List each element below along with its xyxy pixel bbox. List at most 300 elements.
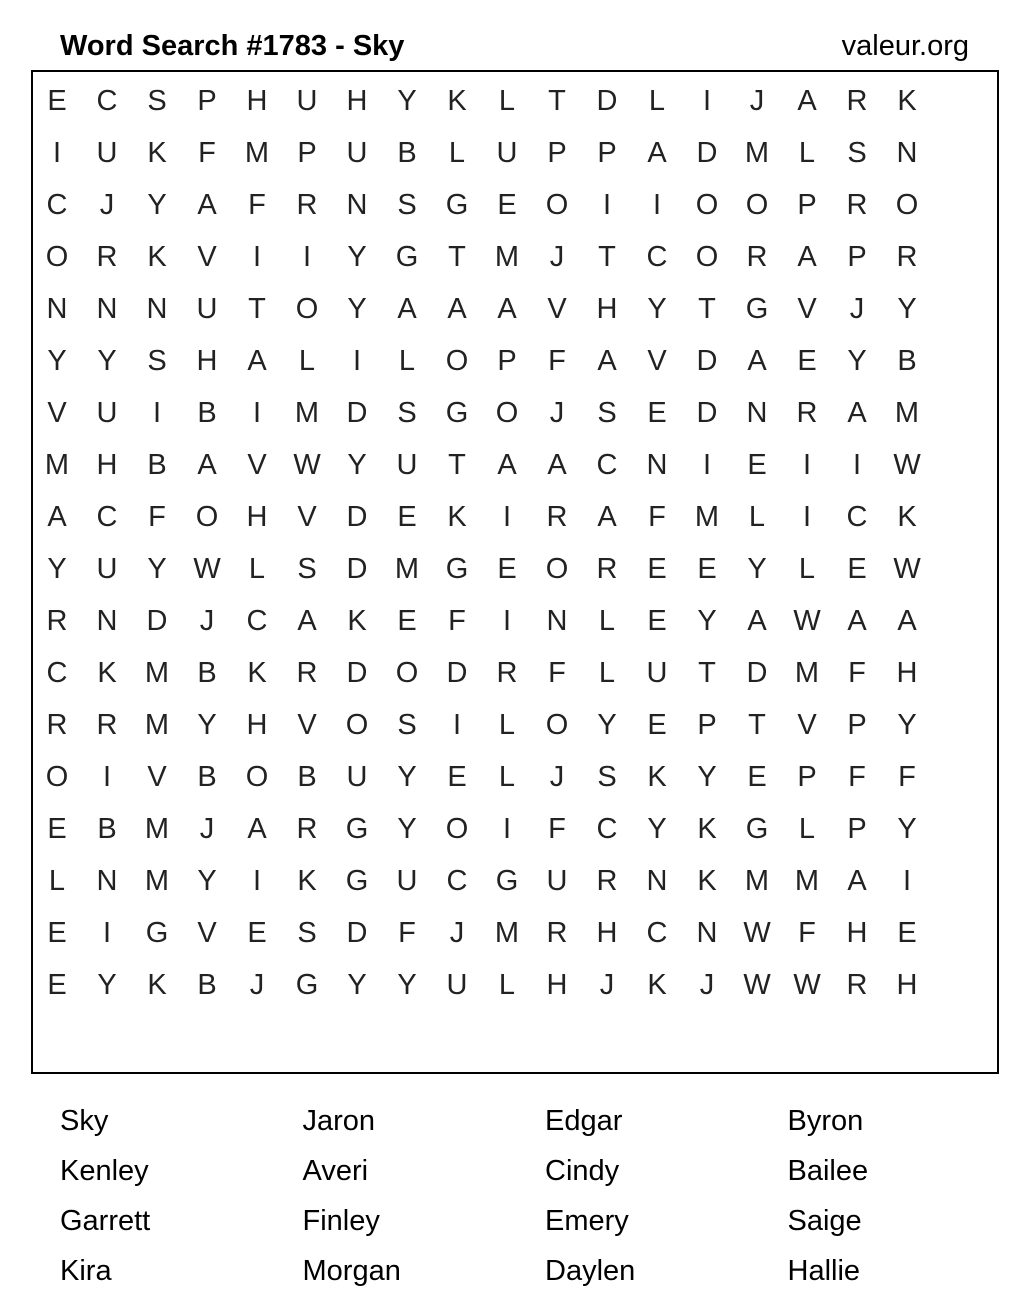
grid-letter: E bbox=[47, 812, 67, 845]
grid-letter: V bbox=[647, 344, 667, 377]
grid-letter: M bbox=[744, 136, 770, 169]
grid-letter: Y bbox=[597, 708, 617, 741]
grid-letter: A bbox=[747, 344, 767, 377]
grid-letter: A bbox=[847, 396, 867, 429]
grid-letter: R bbox=[896, 240, 918, 273]
grid-letter: M bbox=[494, 916, 520, 949]
grid-letter: N bbox=[696, 916, 718, 949]
grid-letter: A bbox=[597, 344, 617, 377]
grid-letter: Y bbox=[47, 344, 67, 377]
grid-letter: B bbox=[197, 968, 217, 1001]
grid-letter: A bbox=[197, 188, 217, 221]
grid-letter: U bbox=[496, 136, 518, 169]
grid-letter: E bbox=[747, 448, 767, 481]
grid-letter: D bbox=[446, 656, 468, 689]
grid-letter: I bbox=[452, 708, 462, 741]
grid-letter: E bbox=[697, 552, 717, 585]
grid-letter: J bbox=[549, 396, 565, 429]
grid-letter: R bbox=[846, 968, 868, 1001]
grid-letter: A bbox=[447, 292, 467, 325]
grid-letter: I bbox=[502, 812, 512, 845]
grid-letter: K bbox=[697, 812, 717, 845]
grid-letter: O bbox=[395, 656, 419, 689]
grid-letter: F bbox=[148, 500, 166, 533]
grid-letter: N bbox=[146, 292, 168, 325]
grid-letter: M bbox=[144, 864, 170, 897]
grid-letter: E bbox=[47, 84, 67, 117]
grid-letter: F bbox=[248, 188, 266, 221]
grid-letter: O bbox=[295, 292, 319, 325]
grid-letter: L bbox=[498, 708, 516, 741]
grid-letter: U bbox=[346, 760, 368, 793]
grid-letter: N bbox=[646, 864, 668, 897]
grid-letter: G bbox=[445, 552, 469, 585]
grid-letter: U bbox=[346, 136, 368, 169]
grid-letter: C bbox=[596, 448, 618, 481]
grid-letter: Y bbox=[347, 292, 367, 325]
grid-letter: O bbox=[445, 344, 469, 377]
grid-letter: K bbox=[247, 656, 267, 689]
grid-letter: H bbox=[96, 448, 118, 481]
grid-letter: A bbox=[797, 84, 817, 117]
grid-letter: R bbox=[546, 916, 568, 949]
grid-letter: F bbox=[548, 656, 566, 689]
grid-letter: E bbox=[397, 604, 417, 637]
grid-letter: S bbox=[597, 760, 617, 793]
grid-letter: H bbox=[596, 916, 618, 949]
grid-letter: R bbox=[296, 656, 318, 689]
grid-letter: P bbox=[847, 812, 867, 845]
grid-letter: L bbox=[598, 656, 616, 689]
grid-letter: E bbox=[497, 552, 517, 585]
grid-letter: Y bbox=[397, 812, 417, 845]
grid-letter: R bbox=[46, 708, 68, 741]
word-list-item: Bailee bbox=[787, 1155, 869, 1187]
word-list-item: Averi bbox=[302, 1155, 369, 1187]
grid-letter: M bbox=[44, 448, 70, 481]
grid-letter: N bbox=[96, 864, 118, 897]
grid-letter: D bbox=[346, 916, 368, 949]
grid-letter: O bbox=[545, 188, 569, 221]
grid-letter: K bbox=[897, 84, 917, 117]
grid-letter: R bbox=[846, 84, 868, 117]
grid-letter: Y bbox=[897, 292, 917, 325]
grid-letter: A bbox=[197, 448, 217, 481]
grid-letter: A bbox=[847, 864, 867, 897]
grid-letter: A bbox=[397, 292, 417, 325]
grid-letter: P bbox=[797, 760, 817, 793]
grid-letter: I bbox=[852, 448, 862, 481]
letter-grid bbox=[32, 75, 932, 1011]
grid-letter: U bbox=[446, 968, 468, 1001]
grid-letter: Y bbox=[647, 292, 667, 325]
grid-letter: M bbox=[794, 864, 820, 897]
grid-letter: U bbox=[96, 552, 118, 585]
grid-letter: P bbox=[497, 344, 517, 377]
grid-letter: O bbox=[345, 708, 369, 741]
grid-letter: V bbox=[297, 708, 317, 741]
grid-letter: G bbox=[445, 396, 469, 429]
grid-letter: I bbox=[102, 760, 112, 793]
grid-letter: H bbox=[846, 916, 868, 949]
grid-letter: P bbox=[847, 708, 867, 741]
word-list-item: Emery bbox=[545, 1205, 629, 1237]
grid-letter: K bbox=[147, 968, 167, 1001]
grid-letter: I bbox=[52, 136, 62, 169]
grid-letter: M bbox=[144, 812, 170, 845]
grid-letter: N bbox=[746, 396, 768, 429]
grid-letter: W bbox=[793, 604, 821, 637]
grid-letter: U bbox=[96, 396, 118, 429]
grid-letter: P bbox=[797, 188, 817, 221]
grid-letter: Y bbox=[397, 84, 417, 117]
grid-letter: T bbox=[548, 84, 566, 117]
grid-letter: B bbox=[397, 136, 417, 169]
grid-letter: L bbox=[448, 136, 466, 169]
grid-letter: G bbox=[445, 188, 469, 221]
grid-letter: R bbox=[46, 604, 68, 637]
grid-letter: F bbox=[648, 500, 666, 533]
grid-letter: D bbox=[346, 396, 368, 429]
grid-letter: I bbox=[502, 500, 512, 533]
grid-letter: O bbox=[45, 240, 69, 273]
grid-letter: S bbox=[597, 396, 617, 429]
grid-letter: G bbox=[745, 292, 769, 325]
grid-letter: E bbox=[647, 396, 667, 429]
grid-letter: Y bbox=[747, 552, 767, 585]
grid-letter: W bbox=[893, 552, 921, 585]
grid-letter: B bbox=[197, 656, 217, 689]
grid-letter: I bbox=[502, 604, 512, 637]
grid-letter: L bbox=[248, 552, 266, 585]
grid-letter: H bbox=[246, 84, 268, 117]
grid-letter: E bbox=[397, 500, 417, 533]
grid-letter: A bbox=[597, 500, 617, 533]
grid-letter: I bbox=[252, 240, 262, 273]
grid-letter: V bbox=[147, 760, 167, 793]
grid-letter: O bbox=[895, 188, 919, 221]
grid-letter: A bbox=[897, 604, 917, 637]
grid-letter: J bbox=[549, 240, 565, 273]
grid-letter: I bbox=[602, 188, 612, 221]
grid-letter: L bbox=[298, 344, 316, 377]
grid-letter: R bbox=[496, 656, 518, 689]
grid-letter: H bbox=[896, 968, 918, 1001]
grid-letter: H bbox=[596, 292, 618, 325]
grid-letter: P bbox=[597, 136, 617, 169]
grid-letter: E bbox=[897, 916, 917, 949]
grid-letter: V bbox=[797, 708, 817, 741]
grid-letter: K bbox=[697, 864, 717, 897]
grid-letter: V bbox=[547, 292, 567, 325]
grid-letter: A bbox=[747, 604, 767, 637]
grid-letter: M bbox=[494, 240, 520, 273]
grid-letter: C bbox=[96, 500, 118, 533]
grid-letter: H bbox=[546, 968, 568, 1001]
grid-letter: N bbox=[96, 292, 118, 325]
word-list-item: Saige bbox=[787, 1205, 862, 1237]
grid-letter: L bbox=[498, 84, 516, 117]
grid-letter: Y bbox=[197, 708, 217, 741]
grid-letter: S bbox=[847, 136, 867, 169]
grid-letter: K bbox=[897, 500, 917, 533]
grid-letter: Y bbox=[147, 552, 167, 585]
grid-letter: S bbox=[397, 396, 417, 429]
grid-letter: D bbox=[346, 552, 368, 585]
word-list-item: Cindy bbox=[545, 1155, 620, 1187]
grid-letter: I bbox=[802, 448, 812, 481]
grid-letter: O bbox=[245, 760, 269, 793]
grid-letter: I bbox=[702, 448, 712, 481]
grid-letter: Y bbox=[347, 968, 367, 1001]
grid-letter: G bbox=[495, 864, 519, 897]
grid-letter: J bbox=[749, 84, 765, 117]
grid-letter: Y bbox=[97, 968, 117, 1001]
grid-letter: L bbox=[798, 136, 816, 169]
grid-letter: T bbox=[448, 240, 466, 273]
grid-letter: O bbox=[445, 812, 469, 845]
grid-letter: E bbox=[797, 344, 817, 377]
grid-letter: U bbox=[296, 84, 318, 117]
grid-letter: M bbox=[144, 656, 170, 689]
grid-letter: U bbox=[396, 864, 418, 897]
grid-letter: I bbox=[802, 500, 812, 533]
grid-letter: K bbox=[297, 864, 317, 897]
grid-letter: D bbox=[696, 396, 718, 429]
grid-letter: L bbox=[498, 760, 516, 793]
grid-letter: A bbox=[847, 604, 867, 637]
grid-letter: B bbox=[197, 760, 217, 793]
grid-letter: V bbox=[197, 916, 217, 949]
grid-letter: T bbox=[748, 708, 766, 741]
grid-letter: G bbox=[345, 812, 369, 845]
grid-letter: V bbox=[47, 396, 67, 429]
grid-letter: L bbox=[648, 84, 666, 117]
grid-letter: Y bbox=[897, 812, 917, 845]
grid-letter: Y bbox=[897, 708, 917, 741]
grid-letter: L bbox=[48, 864, 66, 897]
grid-letter: L bbox=[398, 344, 416, 377]
grid-letter: H bbox=[246, 708, 268, 741]
word-list-item: Sky bbox=[60, 1105, 109, 1137]
grid-letter: T bbox=[448, 448, 466, 481]
grid-letter: P bbox=[847, 240, 867, 273]
grid-letter: F bbox=[398, 916, 416, 949]
grid-letter: N bbox=[646, 448, 668, 481]
grid-letter: R bbox=[296, 812, 318, 845]
grid-letter: F bbox=[798, 916, 816, 949]
word-list-item: Morgan bbox=[302, 1255, 401, 1287]
grid-letter: L bbox=[748, 500, 766, 533]
grid-letter: H bbox=[246, 500, 268, 533]
grid-letter: S bbox=[147, 344, 167, 377]
grid-letter: E bbox=[647, 552, 667, 585]
grid-letter: K bbox=[647, 968, 667, 1001]
grid-letter: W bbox=[743, 916, 771, 949]
grid-letter: A bbox=[547, 448, 567, 481]
grid-letter: S bbox=[297, 552, 317, 585]
grid-letter: A bbox=[297, 604, 317, 637]
grid-letter: R bbox=[796, 396, 818, 429]
grid-letter: K bbox=[647, 760, 667, 793]
grid-letter: U bbox=[196, 292, 218, 325]
grid-letter: Y bbox=[347, 240, 367, 273]
grid-letter: K bbox=[447, 84, 467, 117]
site-name: valeur.org bbox=[841, 30, 969, 62]
grid-letter: U bbox=[396, 448, 418, 481]
grid-letter: L bbox=[798, 552, 816, 585]
grid-letter: F bbox=[848, 656, 866, 689]
grid-letter: G bbox=[295, 968, 319, 1001]
grid-letter: W bbox=[193, 552, 221, 585]
grid-letter: O bbox=[695, 188, 719, 221]
grid-letter: O bbox=[495, 396, 519, 429]
grid-letter: D bbox=[696, 136, 718, 169]
grid-letter: B bbox=[897, 344, 917, 377]
grid-letter: L bbox=[798, 812, 816, 845]
word-list-item: Edgar bbox=[545, 1105, 623, 1137]
grid-letter: J bbox=[449, 916, 465, 949]
grid-letter: J bbox=[549, 760, 565, 793]
grid-letter: N bbox=[346, 188, 368, 221]
grid-letter: N bbox=[46, 292, 68, 325]
grid-letter: F bbox=[548, 344, 566, 377]
grid-letter: E bbox=[497, 188, 517, 221]
word-list-item: Finley bbox=[302, 1205, 380, 1237]
grid-letter: A bbox=[47, 500, 67, 533]
grid-letter: C bbox=[646, 916, 668, 949]
grid-letter: V bbox=[797, 292, 817, 325]
grid-letter: U bbox=[646, 656, 668, 689]
grid-letter: E bbox=[47, 968, 67, 1001]
grid-letter: C bbox=[596, 812, 618, 845]
word-list-item: Daylen bbox=[545, 1255, 636, 1287]
grid-letter: R bbox=[96, 708, 118, 741]
grid-letter: R bbox=[746, 240, 768, 273]
grid-letter: R bbox=[96, 240, 118, 273]
word-list-item: Garrett bbox=[60, 1205, 151, 1237]
grid-letter: G bbox=[395, 240, 419, 273]
grid-letter: T bbox=[698, 656, 716, 689]
grid-letter: A bbox=[497, 448, 517, 481]
grid-letter: E bbox=[647, 604, 667, 637]
grid-letter: I bbox=[302, 240, 312, 273]
grid-letter: K bbox=[147, 136, 167, 169]
grid-letter: A bbox=[247, 344, 267, 377]
grid-letter: K bbox=[147, 240, 167, 273]
grid-letter: E bbox=[447, 760, 467, 793]
grid-letter: A bbox=[797, 240, 817, 273]
grid-letter: R bbox=[596, 552, 618, 585]
grid-letter: B bbox=[197, 396, 217, 429]
word-list-item: Hallie bbox=[787, 1255, 861, 1287]
grid-letter: Y bbox=[197, 864, 217, 897]
grid-letter: C bbox=[246, 604, 268, 637]
grid-letter: W bbox=[743, 968, 771, 1001]
grid-letter: M bbox=[794, 656, 820, 689]
grid-letter: P bbox=[547, 136, 567, 169]
grid-letter: D bbox=[346, 500, 368, 533]
grid-letter: O bbox=[695, 240, 719, 273]
grid-letter: Y bbox=[397, 760, 417, 793]
grid-letter: D bbox=[696, 344, 718, 377]
grid-letter: E bbox=[47, 916, 67, 949]
grid-letter: M bbox=[744, 864, 770, 897]
grid-letter: E bbox=[847, 552, 867, 585]
grid-letter: E bbox=[247, 916, 267, 949]
grid-letter: D bbox=[746, 656, 768, 689]
grid-letter: G bbox=[345, 864, 369, 897]
grid-letter: C bbox=[446, 864, 468, 897]
grid-letter: Y bbox=[697, 604, 717, 637]
word-list-item: Kenley bbox=[60, 1155, 149, 1187]
grid-letter: C bbox=[646, 240, 668, 273]
grid-letter: I bbox=[702, 84, 712, 117]
word-list-item: Jaron bbox=[302, 1105, 376, 1137]
grid-letter: F bbox=[548, 812, 566, 845]
grid-letter: A bbox=[497, 292, 517, 325]
grid-letter: F bbox=[448, 604, 466, 637]
grid-letter: M bbox=[694, 500, 720, 533]
grid-letter: S bbox=[147, 84, 167, 117]
grid-letter: T bbox=[698, 292, 716, 325]
grid-letter: S bbox=[297, 916, 317, 949]
grid-letter: U bbox=[96, 136, 118, 169]
grid-letter: J bbox=[199, 604, 215, 637]
grid-letter: S bbox=[397, 188, 417, 221]
grid-letter: L bbox=[498, 968, 516, 1001]
grid-letter: C bbox=[846, 500, 868, 533]
grid-letter: C bbox=[96, 84, 118, 117]
grid-letter: I bbox=[252, 864, 262, 897]
grid-letter: R bbox=[596, 864, 618, 897]
grid-letter: Y bbox=[147, 188, 167, 221]
grid-letter: W bbox=[793, 968, 821, 1001]
grid-letter: R bbox=[546, 500, 568, 533]
grid-letter: B bbox=[147, 448, 167, 481]
word-list-item: Byron bbox=[787, 1105, 864, 1137]
grid-letter: C bbox=[46, 656, 68, 689]
grid-letter: W bbox=[293, 448, 321, 481]
grid-letter: Y bbox=[647, 812, 667, 845]
grid-letter: B bbox=[97, 812, 117, 845]
grid-letter: H bbox=[346, 84, 368, 117]
grid-letter: K bbox=[447, 500, 467, 533]
grid-letter: U bbox=[546, 864, 568, 897]
grid-letter: G bbox=[745, 812, 769, 845]
grid-letter: F bbox=[898, 760, 916, 793]
grid-letter: E bbox=[647, 708, 667, 741]
grid-letter: Y bbox=[347, 448, 367, 481]
grid-letter: A bbox=[647, 136, 667, 169]
grid-letter: O bbox=[545, 708, 569, 741]
grid-letter: S bbox=[397, 708, 417, 741]
grid-letter: J bbox=[199, 812, 215, 845]
grid-letter: N bbox=[96, 604, 118, 637]
grid-letter: I bbox=[252, 396, 262, 429]
grid-letter: I bbox=[902, 864, 912, 897]
grid-letter: V bbox=[247, 448, 267, 481]
grid-letter: J bbox=[599, 968, 615, 1001]
grid-letter: N bbox=[546, 604, 568, 637]
grid-letter: D bbox=[346, 656, 368, 689]
grid-letter: I bbox=[152, 396, 162, 429]
grid-letter: P bbox=[297, 136, 317, 169]
grid-letter: A bbox=[247, 812, 267, 845]
grid-letter: Y bbox=[47, 552, 67, 585]
grid-letter: R bbox=[846, 188, 868, 221]
grid-letter: M bbox=[244, 136, 270, 169]
